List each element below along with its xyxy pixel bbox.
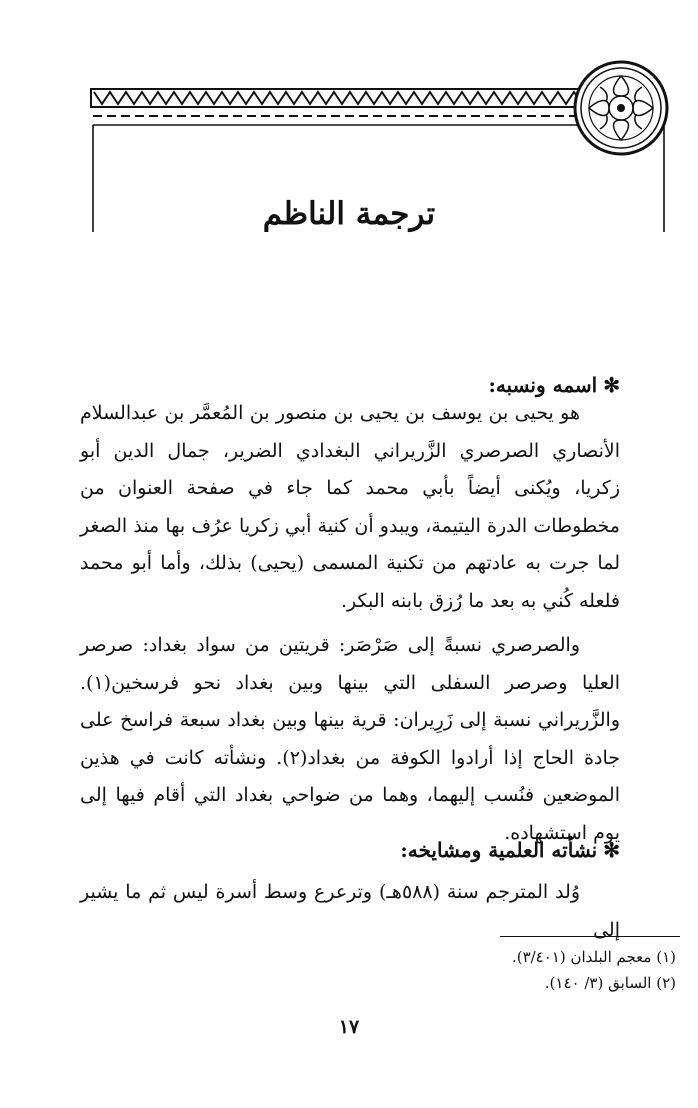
- section-heading-name: ✻اسمه ونسبه:: [488, 373, 620, 397]
- section-heading-education: ✻نشأته العلمية ومشايخه:: [400, 838, 620, 862]
- asterisk-icon: ✻: [603, 373, 620, 397]
- paragraph-name: هو يحيى بن يوسف بن يحيى بن منصور بن المُعمَّر بن عبدالسلام الأنصاري الصرصري الزَّريراني البغدادي الضرير، جمال الدين أبو زكريا، ويُكنى أيضاً بأبي محمد كما جاء في صفحة العنوان من مخطوطات الدرة اليتيمة، ويبدو أن كنية أبي زكريا عرُف بها منذ الصغر لما جرت به عادتهم من تكنية المسمى (يحيى) بذلك، وأما أبو محمد فلعله كُني به بعد ما رُزق بابنه البكر.: [80, 402, 620, 612]
- paragraph-nisba: والصرصري نسبةً إلى صَرْصَر: قريتين من سواد بغداد: صرصر العليا وصرصر السفلى التي بينها وبين بغداد نحو فرسخين(١). والزَّريراني نسبة إلى زَرِيران: قرية بينها وبين بغداد سبعة فراسخ على جادة الحاج إذا أرادوا الكوفة من بغداد(٢). ونشأته كانت في هذين الموضعين فنُسب إليهما، وهما من ضواحي بغداد التي أقام فيها إلى يوم استشهاده.: [80, 634, 621, 844]
- page-number: ١٧: [338, 1016, 360, 1038]
- footnote-1: (١) معجم البلدان (٣/٤٠١).: [511, 948, 676, 966]
- rosette-icon: [575, 62, 667, 154]
- paragraph-education: وُلد المترجم سنة (٥٨٨هـ) وترعرع وسط أسرة ليس ثم ما يشير إلى: [80, 881, 620, 941]
- footnote-2: (٢) السابق (٣/ ١٤٠).: [544, 974, 676, 992]
- footnote-divider: [500, 936, 680, 937]
- page-title: ترجمة الناظم: [262, 196, 436, 232]
- asterisk-icon: ✻: [603, 838, 620, 862]
